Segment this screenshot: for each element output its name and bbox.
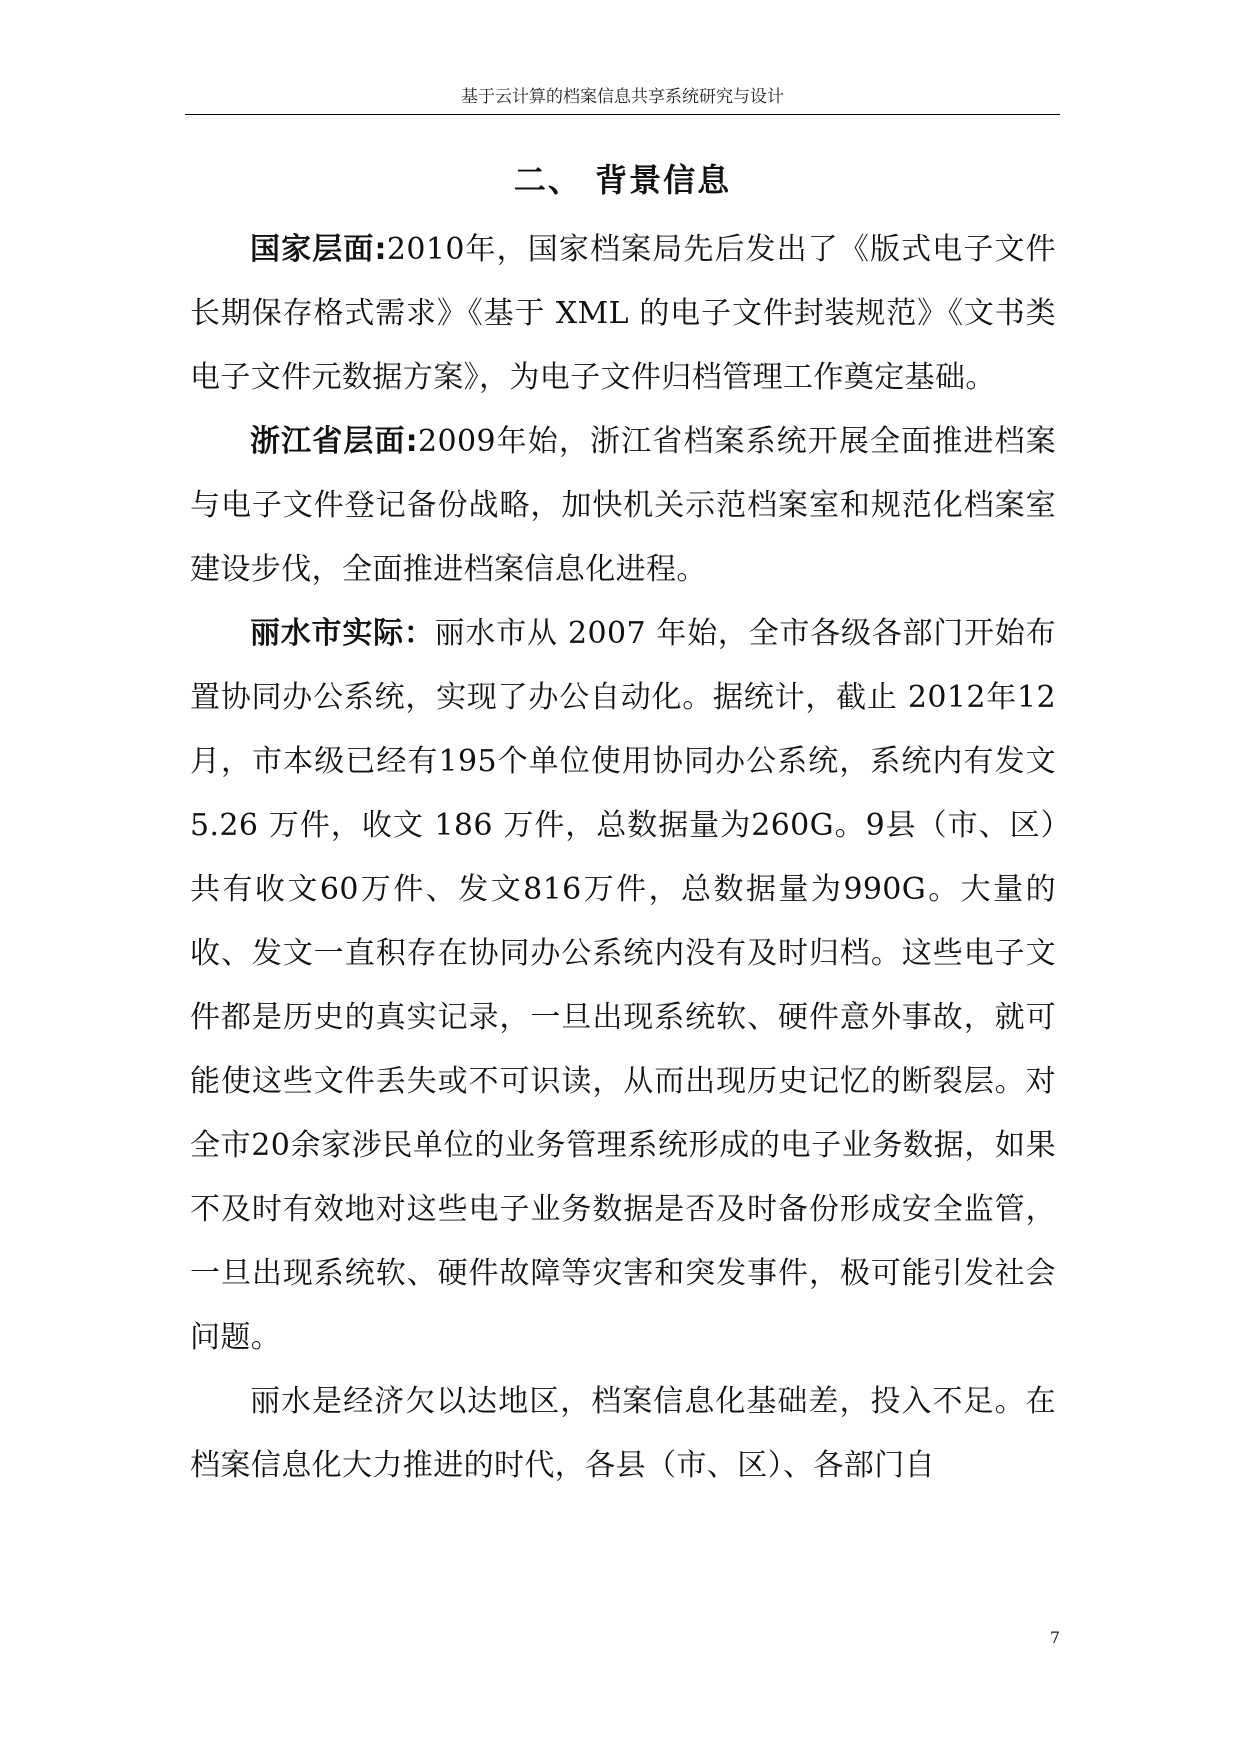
paragraph-economy (190, 1370, 1056, 1498)
body-text (190, 218, 1056, 1498)
header-divider (185, 114, 1060, 115)
paragraph-lead: 浙江省层面: (250, 424, 418, 459)
paragraph-text: 2010年，国家档案局先后发出了《版式电子文件长期保存格式需求》《基于 XML 的电子文件封装规范》《文书类电子文件元数据方案》，为电子文件归档管理工作奠定基础。 (190, 232, 1056, 395)
paragraph-lead: 丽水市实际： (250, 616, 435, 651)
paragraph-text: 丽水是经济欠以达地区，档案信息化基础差，投入不足。在档案信息化大力推进的时代，各县（市、区）、各部门自 (190, 1384, 1056, 1483)
paragraph-lead: 国家层面: (250, 232, 387, 267)
paragraph-lishui (190, 602, 1056, 1370)
paragraph-text: 2009年始，浙江省档案系统开展全面推进档案与电子文件登记备份战略，加快机关示范档案室和规范化档案室建设步伐，全面推进档案信息化进程。 (190, 424, 1056, 587)
page-number: 7 (1049, 1628, 1060, 1647)
section-title: 二、 背景信息 (513, 161, 732, 199)
running-header: 基于云计算的档案信息共享系统研究与设计 (461, 87, 784, 107)
paragraph-provincial (190, 410, 1056, 602)
paragraph-national (190, 218, 1056, 410)
paragraph-text: 丽水市从 2007 年始，全市各级各部门开始布置协同办公系统，实现了办公自动化。据统计，截止 2012年12月，市本级已经有195个单位使用协同办公系统，系统内有发文 5.26 万件，收文 186 万件，总数据量为260G。9县（市、区）共有收文60万件、发文816万件，总数据量为990G。大量的收、发文一直积存在协同办公系统内没有及时归档。这些电子文件都是历史的真实记录，一旦出现系统软、硬件意外事故，就可能使这些文件丢失或不可识读，从而出现历史记忆的断裂层。对全市20余家涉民单位的业务管理系统形成的电子业务数据，如果不及时有效地对这些电子业务数据是否及时备份形成安全监管，一旦出现系统软、硬件故障等灾害和突发事件，极可能引发社会问题。 (190, 616, 1057, 1355)
